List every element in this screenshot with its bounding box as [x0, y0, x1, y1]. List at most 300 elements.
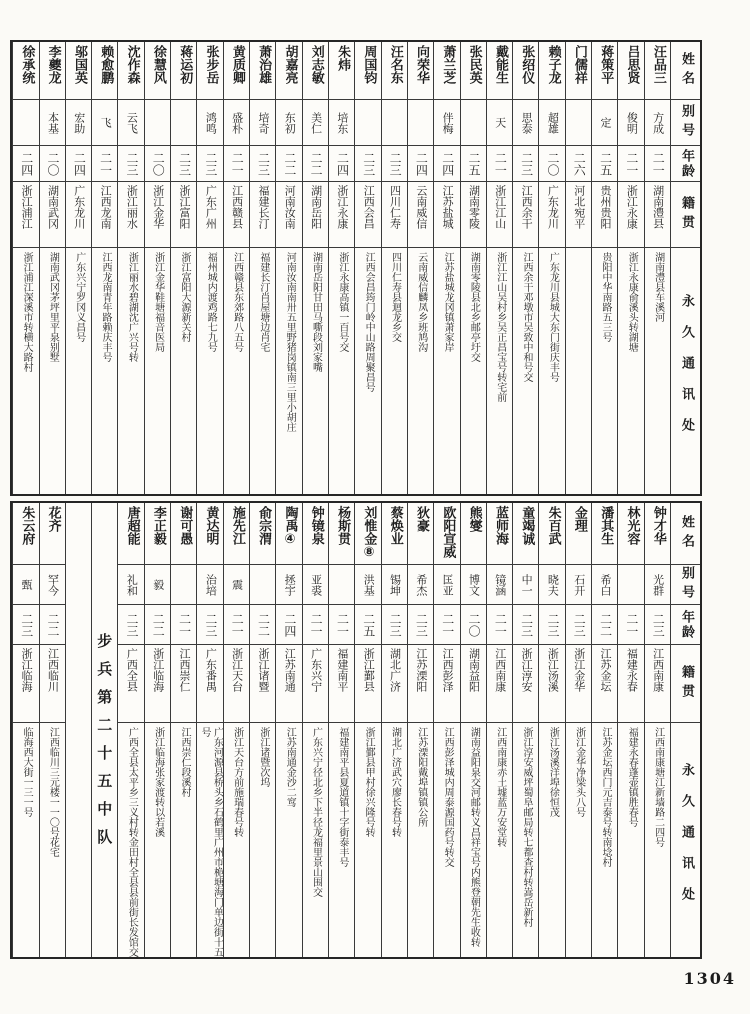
address-cell — [329, 723, 354, 957]
alias-cell — [513, 565, 538, 605]
native-cell — [329, 182, 354, 248]
native-cell-text: 浙江丽水 — [125, 185, 139, 229]
name-cell — [434, 42, 459, 100]
name-cell — [645, 42, 670, 100]
alias-cell-text: 希白 — [599, 573, 613, 596]
age-cell — [566, 605, 591, 645]
native-cell-text: 浙江富阳 — [178, 185, 192, 229]
name-cell — [618, 503, 643, 565]
address-cell-text: 江苏溧阳戴埠镇镇公所 — [415, 727, 427, 827]
native-cell — [145, 645, 170, 723]
address-cell — [303, 248, 328, 494]
address-cell — [408, 723, 433, 957]
age-cell — [382, 605, 407, 645]
alias-cell — [224, 565, 249, 605]
name-cell — [171, 42, 196, 100]
alias-cell — [303, 100, 328, 146]
alias-cell-text: 震 — [230, 579, 244, 590]
name-cell-text: 赖子龙 — [545, 45, 561, 84]
name-cell-text: 朱百武 — [545, 506, 561, 545]
alias-cell-text: 光群 — [651, 573, 665, 596]
alias-cell — [408, 100, 433, 146]
age-cell-text: 二五 — [467, 151, 482, 176]
native-cell-text: 河北宛平 — [572, 185, 586, 229]
name-cell-text: 林光容 — [624, 506, 640, 545]
age-cell-text: 二四 — [282, 612, 297, 637]
address-cell — [40, 723, 65, 957]
address-cell-text: 江西龙南青年路赖庆丰号 — [100, 252, 112, 362]
age-cell-text: 二四 — [72, 151, 87, 176]
native-cell — [276, 645, 301, 723]
name-cell-text: 欧阳宣威 — [440, 506, 456, 558]
roster-column — [512, 42, 538, 494]
roster-column — [538, 42, 564, 494]
native-cell-text: 福建永春 — [625, 648, 639, 692]
roster-column — [275, 503, 301, 957]
roster-table-bottom — [10, 501, 702, 959]
native-cell-text: 湖南零陵 — [467, 185, 481, 229]
age-cell-text: 二五 — [361, 612, 376, 637]
name-cell — [382, 503, 407, 565]
address-cell — [513, 723, 538, 957]
address-cell-text: 浙江金华净梁头八号 — [573, 727, 585, 817]
age-cell-text: 二三 — [388, 612, 403, 637]
address-cell — [276, 248, 301, 494]
address-cell-text: 江西南康赤土墟蓝万安堂转 — [494, 727, 506, 847]
native-cell — [329, 645, 354, 723]
name-cell-text: 蓝师海 — [492, 506, 508, 545]
address-cell-text: 浙江丽水碧湖沈广兴号转 — [126, 252, 138, 362]
address-cell-text: 四川仁寿县迴龙乡交 — [389, 252, 401, 342]
address-cell-text: 广东龙川县城大东门街庆丰号 — [547, 252, 559, 382]
roster-column — [407, 503, 433, 957]
age-cell — [592, 605, 617, 645]
name-cell-text: 谢可愚 — [177, 506, 193, 545]
roster-column — [591, 503, 617, 957]
alias-cell — [197, 565, 222, 605]
roster-column — [328, 503, 354, 957]
roster-column — [460, 503, 486, 957]
address-cell — [592, 723, 617, 957]
native-cell — [355, 182, 380, 248]
age-cell — [434, 146, 459, 182]
alias-cell-text: 宏助 — [72, 111, 86, 134]
age-cell-text: 二〇 — [46, 151, 61, 176]
age-cell — [276, 605, 301, 645]
roster-column — [354, 42, 380, 494]
name-cell-text: 向荣华 — [414, 45, 429, 84]
name-cell-text: 戴能生 — [492, 45, 508, 84]
name-cell — [645, 503, 670, 565]
age-cell — [618, 146, 643, 182]
address-cell-text: 浙江富阳大源新关村 — [178, 252, 190, 342]
address-cell — [250, 723, 275, 957]
age-cell — [145, 605, 170, 645]
alias-cell-text: 伴梅 — [441, 111, 455, 134]
age-cell — [329, 146, 354, 182]
address-cell-text: 湖南武冈茅坪里平泉别墅 — [47, 252, 59, 362]
native-cell — [250, 182, 275, 248]
address-cell-text: 湖南益阳泉交河邮转义昌祥宝号内熊登朝先生收转 — [468, 727, 480, 947]
native-cell — [382, 182, 407, 248]
address-cell — [13, 248, 38, 494]
name-cell-text: 童竭诚 — [519, 506, 535, 545]
name-cell — [13, 503, 38, 565]
roster-column — [460, 42, 486, 494]
name-cell-text: 钟才华 — [650, 506, 666, 545]
native-cell-text: 湖北广济 — [388, 648, 402, 692]
alias-cell — [171, 100, 196, 146]
age-cell-text: 二四 — [335, 151, 350, 176]
native-cell — [408, 182, 433, 248]
age-cell — [645, 146, 670, 182]
roster-column — [591, 42, 617, 494]
native-cell — [224, 182, 249, 248]
age-cell — [13, 146, 38, 182]
name-cell — [197, 42, 222, 100]
name-cell-text: 汪名东 — [387, 45, 403, 84]
age-cell-text: 二一 — [230, 612, 245, 637]
alias-cell-text: 希杰 — [414, 573, 428, 596]
name-cell-text: 刘志敏 — [308, 45, 324, 84]
roster-column — [117, 503, 143, 957]
native-cell — [566, 645, 591, 723]
address-cell — [592, 248, 617, 494]
address-cell-text: 江西赣县东郊路八五号 — [231, 252, 243, 352]
native-cell — [566, 182, 591, 248]
native-cell — [171, 645, 196, 723]
native-cell — [197, 645, 222, 723]
alias-cell — [92, 100, 117, 146]
address-cell — [618, 248, 643, 494]
header-name: 姓名 — [671, 42, 700, 100]
alias-cell-text: 思泰 — [520, 111, 534, 134]
alias-cell-text: 毅 — [151, 579, 165, 590]
age-cell — [382, 146, 407, 182]
name-cell — [13, 42, 38, 100]
name-cell — [355, 503, 380, 565]
name-cell — [461, 503, 486, 565]
name-cell-text: 杨斯贯 — [335, 506, 351, 545]
alias-cell — [645, 100, 670, 146]
name-cell — [618, 42, 643, 100]
native-cell-text: 江西南康 — [651, 648, 665, 692]
native-cell — [197, 182, 222, 248]
native-cell-text: 湖南益阳 — [467, 648, 481, 692]
name-cell — [276, 503, 301, 565]
age-cell — [487, 146, 512, 182]
roster-column — [565, 42, 591, 494]
alias-cell-text: 飞 — [99, 117, 113, 128]
alias-cell-text: 俊明 — [625, 111, 639, 134]
age-cell — [355, 146, 380, 182]
header-age: 年龄 — [671, 605, 700, 645]
native-cell-text: 广西全县 — [125, 648, 139, 692]
age-cell — [303, 146, 328, 182]
address-cell-text: 江西崇仁段溪村 — [178, 727, 190, 797]
name-cell-text: 狄豪 — [414, 506, 429, 532]
alias-cell-text: 博文 — [467, 573, 481, 596]
alias-cell — [250, 100, 275, 146]
header-column-top — [670, 42, 700, 494]
alias-cell-text: 亚裘 — [309, 573, 323, 596]
age-cell-text: 二〇 — [151, 151, 166, 176]
header-name: 姓名 — [671, 503, 700, 565]
alias-cell — [329, 100, 354, 146]
roster-column — [144, 503, 170, 957]
address-cell-text: 湖北广济武穴廖长春号转 — [389, 727, 401, 837]
alias-cell-text: 礼和 — [125, 573, 139, 596]
age-cell-text: 二一 — [230, 151, 245, 176]
roster-column — [65, 42, 91, 494]
address-cell-text: 云南威信麟凤乡班鸠沟 — [415, 252, 427, 352]
alias-cell — [566, 100, 591, 146]
name-cell-text: 钟镜泉 — [308, 506, 324, 545]
roster-column — [433, 42, 459, 494]
address-cell-text: 福建长汀肖屋塘边肖宅 — [257, 252, 269, 352]
age-cell-text: 二一 — [651, 151, 666, 176]
age-cell — [461, 146, 486, 182]
native-cell-text: 广东兴宁 — [309, 648, 323, 692]
header-alias: 别号 — [671, 100, 700, 146]
age-cell-text: 二二 — [598, 612, 613, 637]
native-cell-text: 广东龙川 — [546, 185, 560, 229]
native-cell-text: 浙江浦江 — [20, 185, 34, 229]
native-cell-text: 河南汝南 — [283, 185, 297, 229]
address-cell-text: 江苏南通金沙二窎 — [284, 727, 296, 807]
alias-cell-text: 罕今 — [46, 573, 60, 596]
alias-cell — [197, 100, 222, 146]
alias-cell — [618, 565, 643, 605]
address-cell — [355, 723, 380, 957]
name-cell-text: 施先江 — [229, 506, 245, 545]
native-cell — [145, 182, 170, 248]
age-cell — [224, 605, 249, 645]
native-cell-text: 浙江永康 — [335, 185, 349, 229]
name-cell-text: 周国钧 — [361, 45, 377, 84]
native-cell — [513, 645, 538, 723]
age-cell-text: 二二 — [46, 612, 61, 637]
age-cell — [618, 605, 643, 645]
age-cell-text: 二二 — [282, 151, 297, 176]
address-cell — [197, 248, 222, 494]
name-cell-text: 李正毅 — [150, 506, 166, 545]
address-cell — [566, 723, 591, 957]
age-cell — [118, 146, 143, 182]
native-cell-text: 广东龙川 — [72, 185, 86, 229]
name-cell — [66, 42, 91, 100]
address-cell-text: 湖南零陵县北乡邮亭圩交 — [468, 252, 480, 362]
alias-cell-text: 美仁 — [309, 111, 323, 134]
roster-column — [644, 42, 670, 494]
address-cell — [276, 723, 301, 957]
native-cell-text: 浙江汤溪 — [546, 648, 560, 692]
address-cell — [434, 248, 459, 494]
native-cell-text: 江西赣县 — [230, 185, 244, 229]
alias-cell-text: 甄 — [20, 579, 34, 590]
age-cell-text: 二二 — [151, 612, 166, 637]
name-cell-text: 萧治雄 — [256, 45, 272, 84]
address-cell — [645, 248, 670, 494]
address-cell-text: 湖南岳阳甘田马嘶段刘家嘴 — [310, 252, 322, 372]
roster-column — [249, 42, 275, 494]
age-cell — [40, 605, 65, 645]
unit-label: 步兵第二十五中队 — [95, 633, 114, 857]
age-cell — [171, 146, 196, 182]
name-cell — [592, 42, 617, 100]
native-cell-text: 江西会昌 — [362, 185, 376, 229]
age-cell — [539, 605, 564, 645]
name-cell — [539, 42, 564, 100]
address-cell-text: 浙江金华鞋塘福音医局 — [152, 252, 164, 352]
name-cell — [250, 503, 275, 565]
name-cell — [566, 42, 591, 100]
native-cell — [13, 182, 38, 248]
name-cell — [224, 42, 249, 100]
age-cell-text: 二一 — [624, 151, 639, 176]
alias-cell — [408, 565, 433, 605]
age-cell — [645, 605, 670, 645]
native-cell-text: 江西余干 — [520, 185, 534, 229]
age-cell — [408, 605, 433, 645]
age-cell-text: 二五 — [598, 151, 613, 176]
name-cell-text: 门儒祥 — [571, 45, 587, 84]
age-cell-text: 二三 — [572, 612, 587, 637]
roster-column — [512, 503, 538, 957]
name-cell — [145, 42, 170, 100]
alias-cell-text: 方成 — [651, 111, 665, 134]
name-cell — [487, 503, 512, 565]
alias-cell — [276, 565, 301, 605]
name-cell-text: 汪品三 — [650, 45, 666, 84]
name-cell — [513, 42, 538, 100]
address-cell-text: 河南汝南南卅五里野猪岗镇南三里小胡庄 — [284, 252, 296, 432]
alias-cell — [66, 100, 91, 146]
address-cell — [382, 248, 407, 494]
alias-cell-text: 培东 — [335, 111, 349, 134]
header-column-bottom — [670, 503, 700, 957]
native-cell-text: 福建南平 — [335, 648, 349, 692]
roster-column — [381, 42, 407, 494]
native-cell-text: 湖南澧县 — [651, 185, 665, 229]
alias-cell — [40, 100, 65, 146]
name-cell — [408, 42, 433, 100]
address-cell-text: 福建南平县夏道镇十字街泰丰号 — [336, 727, 348, 867]
age-cell-text: 二四 — [414, 151, 429, 176]
native-cell — [40, 182, 65, 248]
alias-cell — [382, 100, 407, 146]
roster-column — [354, 503, 380, 957]
address-cell — [487, 723, 512, 957]
native-cell — [461, 182, 486, 248]
name-cell — [303, 503, 328, 565]
header-native: 籍贯 — [671, 645, 700, 723]
age-cell-text: 二一 — [309, 612, 324, 637]
native-cell-text: 广东番禺 — [204, 648, 218, 692]
alias-cell — [539, 100, 564, 146]
age-cell-text: 二三 — [19, 612, 34, 637]
address-cell — [145, 723, 170, 957]
name-cell — [382, 42, 407, 100]
name-cell-text: 徐慧风 — [150, 45, 166, 84]
age-cell — [566, 146, 591, 182]
native-cell — [118, 182, 143, 248]
native-cell-text: 四川仁寿 — [388, 185, 402, 229]
alias-cell — [118, 565, 143, 605]
age-cell-text: 二〇 — [545, 151, 560, 176]
native-cell-text: 浙江天台 — [230, 648, 244, 692]
alias-cell — [13, 565, 38, 605]
roster-column — [117, 42, 143, 494]
name-cell — [224, 503, 249, 565]
native-cell-text: 湖南武冈 — [46, 185, 60, 229]
address-cell-text: 浙江江山吴村乡吴正昌宝号转宅前 — [494, 252, 506, 402]
address-cell-text: 江苏金坛西门元吉泰号转南埝村 — [599, 727, 611, 867]
age-cell-text: 二一 — [98, 151, 113, 176]
native-cell — [303, 182, 328, 248]
age-cell — [434, 605, 459, 645]
age-cell-text: 二一 — [335, 612, 350, 637]
address-cell-text: 福建永春蓬壶镇胜春号 — [626, 727, 638, 827]
age-cell-text: 二一 — [177, 612, 192, 637]
age-cell-text: 二三 — [414, 612, 429, 637]
age-cell-text: 二三 — [124, 612, 139, 637]
age-cell — [592, 146, 617, 182]
age-cell-text: 二一 — [493, 151, 508, 176]
roster-column — [196, 503, 222, 957]
age-cell — [329, 605, 354, 645]
alias-cell — [434, 565, 459, 605]
alias-cell-text: 天 — [493, 117, 507, 128]
age-cell — [276, 146, 301, 182]
alias-cell-text: 东初 — [283, 111, 297, 134]
roster-tables — [10, 40, 702, 959]
alias-cell — [303, 565, 328, 605]
alias-cell-text: 定 — [599, 117, 613, 128]
address-cell — [250, 248, 275, 494]
alias-cell — [276, 100, 301, 146]
alias-cell — [382, 565, 407, 605]
address-cell — [145, 248, 170, 494]
name-cell-text: 陶禹④ — [282, 506, 298, 547]
native-cell — [539, 182, 564, 248]
alias-cell — [461, 100, 486, 146]
age-cell-text: 二二 — [256, 612, 271, 637]
address-cell-text: 江西临川三元楼一一〇号花宅 — [47, 727, 59, 857]
name-cell-text: 俞宗渭 — [256, 506, 272, 545]
name-cell — [434, 503, 459, 565]
name-cell — [329, 503, 354, 565]
name-cell — [40, 503, 65, 565]
native-cell — [539, 645, 564, 723]
name-cell-text: 金理 — [571, 506, 587, 532]
native-cell — [645, 182, 670, 248]
name-cell-text: 张民英 — [466, 45, 482, 84]
name-cell-text: 张绍仪 — [519, 45, 535, 84]
roster-column — [302, 503, 328, 957]
unit-label-column — [91, 503, 117, 957]
name-cell-text: 熊燮 — [466, 506, 482, 532]
alias-cell-text: 鸿鸣 — [204, 111, 218, 134]
native-cell — [618, 182, 643, 248]
age-cell-text: 二三 — [124, 151, 139, 176]
header-address: 永久通讯处 — [678, 762, 694, 918]
native-cell-text: 江苏溧阳 — [414, 648, 428, 692]
page-number: 1304 — [683, 969, 736, 988]
native-cell-text: 江苏盐城 — [441, 185, 455, 229]
age-cell — [224, 146, 249, 182]
address-cell-text: 浙江天台方前施瑞春号转 — [231, 727, 243, 837]
